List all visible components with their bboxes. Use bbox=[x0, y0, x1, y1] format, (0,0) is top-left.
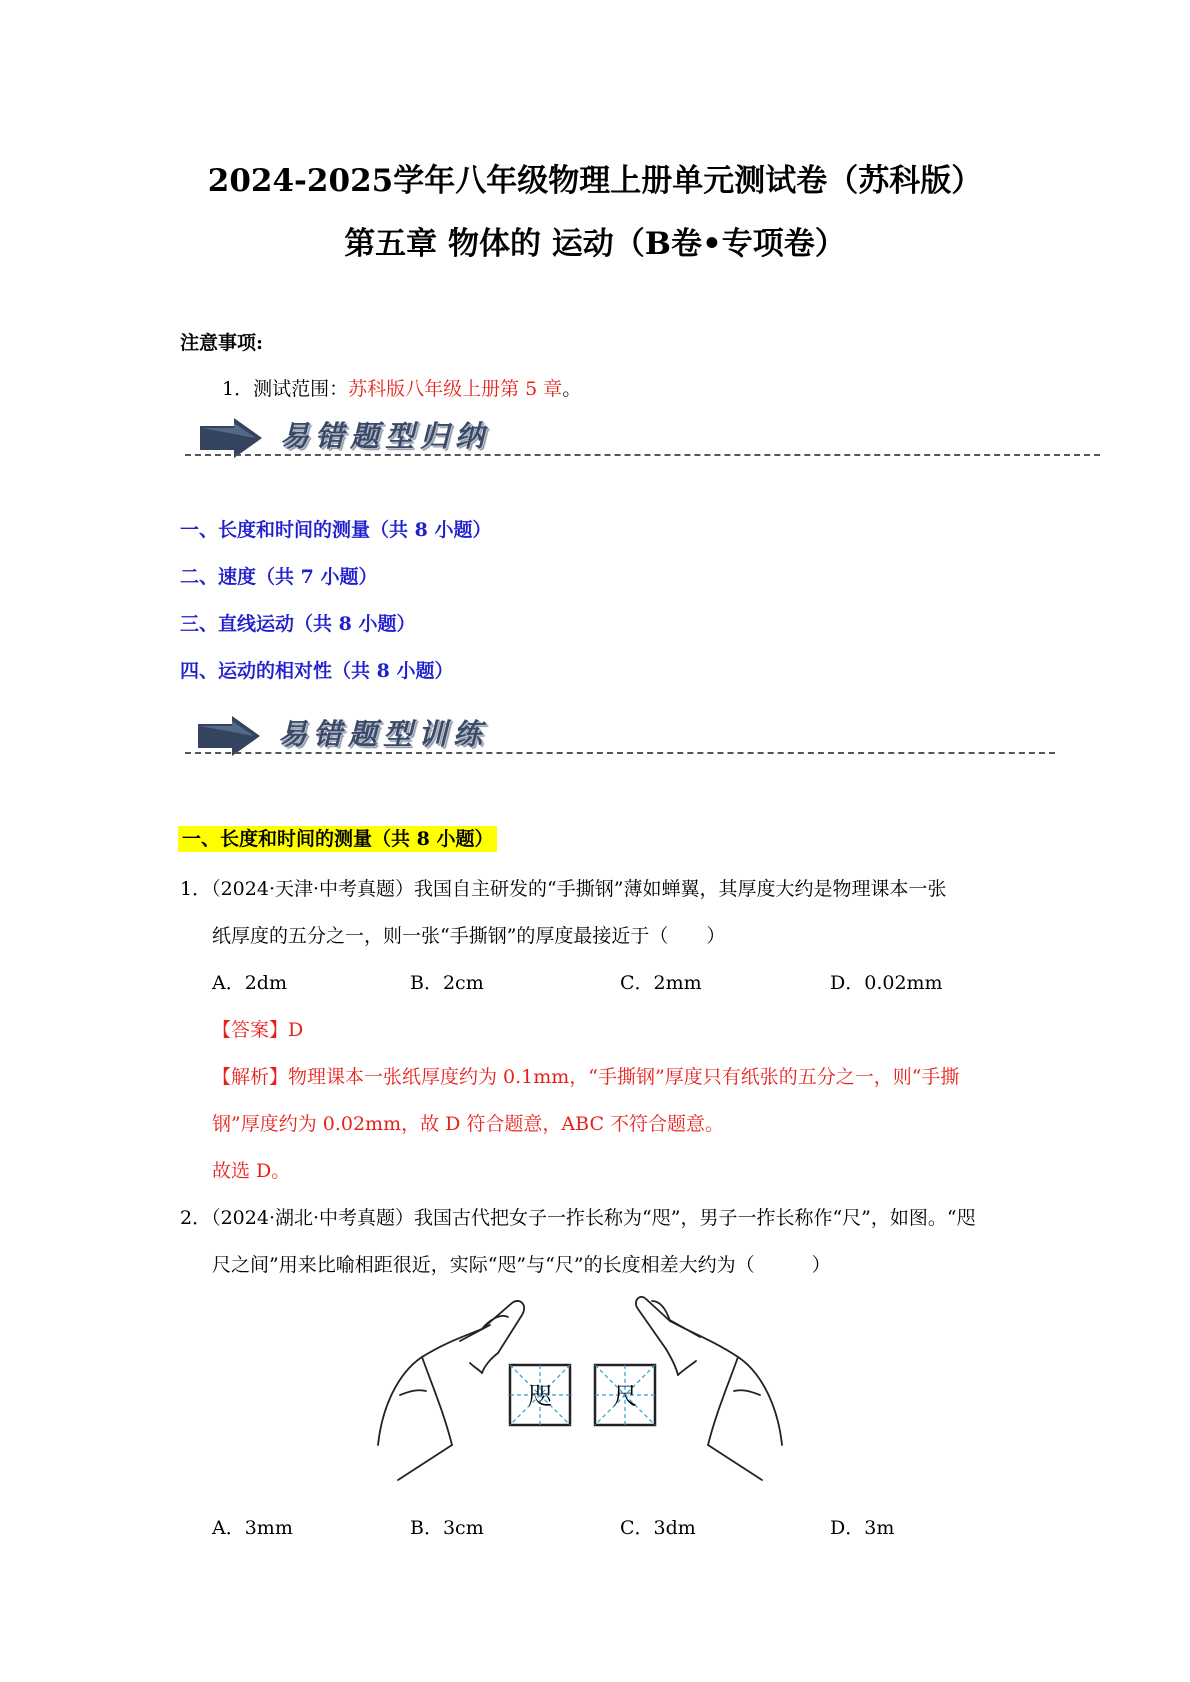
banner-summary-title: 易错题型归纳 bbox=[280, 419, 491, 453]
figure-char-chi: 尺 bbox=[613, 1382, 637, 1410]
q1-option-d: D．0.02mm bbox=[830, 972, 943, 994]
q1-option-b: B．2cm bbox=[410, 972, 484, 994]
q1-stem-line2: 纸厚度的五分之一，则一张“手撕钢”的厚度最接近于（ ） bbox=[212, 925, 726, 947]
figure-char-zhi: 咫 bbox=[528, 1382, 552, 1410]
q2-option-b: B．3cm bbox=[410, 1517, 484, 1539]
q1-analysis-line1: 【解析】物理课本一张纸厚度约为 0.1mm，“手撕钢”厚度只有纸张的五分之一，则“手撕 bbox=[212, 1066, 960, 1088]
divider bbox=[185, 454, 1100, 456]
toc-item-2[interactable]: 二、速度（共 7 小题） bbox=[180, 566, 378, 588]
notice-item-1 bbox=[222, 374, 581, 401]
section-heading bbox=[178, 824, 497, 851]
q1-option-c: C．2mm bbox=[620, 972, 702, 994]
page-subtitle: 第五章 物体的 运动（B卷•专项卷） bbox=[344, 226, 846, 262]
notice-item-suffix: 。 bbox=[562, 378, 582, 400]
notice-item-prefix: 1．测试范围： bbox=[222, 378, 349, 400]
toc-item-1[interactable]: 一、长度和时间的测量（共 8 小题） bbox=[180, 519, 492, 541]
section-heading-text: 一、长度和时间的测量（共 8 小题） bbox=[178, 826, 497, 852]
q2-option-a: A．3mm bbox=[212, 1517, 293, 1539]
divider bbox=[185, 752, 1055, 754]
arrow-icon bbox=[200, 418, 264, 458]
q2-stem-line2: 尺之间”用来比喻相距很近，实际“咫”与“尺”的长度相差大约为（ ） bbox=[212, 1254, 831, 1276]
notice-heading: 注意事项: bbox=[180, 332, 264, 354]
hands-figure bbox=[370, 1295, 790, 1485]
q1-stem-line1: 1．（2024·天津·中考真题）我国自主研发的“手撕钢”薄如蝉翼，其厚度大约是物理课本一张 bbox=[180, 878, 947, 900]
q1-option-a: A．2dm bbox=[212, 972, 287, 994]
q2-option-c: C．3dm bbox=[620, 1517, 696, 1539]
q1-analysis-line2: 钢”厚度约为 0.02mm，故 D 符合题意，ABC 不符合题意。 bbox=[212, 1113, 725, 1135]
q2-option-d: D．3m bbox=[830, 1517, 895, 1539]
q1-conclusion: 故选 D。 bbox=[212, 1160, 291, 1182]
q1-answer: 【答案】D bbox=[212, 1019, 304, 1041]
toc-item-3[interactable]: 三、直线运动（共 8 小题） bbox=[180, 613, 416, 635]
q2-stem-line1: 2．（2024·湖北·中考真题）我国古代把女子一拃长称为“咫”，男子一拃长称作“尺”，如图。“咫 bbox=[180, 1207, 976, 1229]
page-title: 2024-2025学年八年级物理上册单元测试卷（苏科版） bbox=[207, 163, 983, 199]
banner-training-title: 易错题型训练 bbox=[278, 717, 489, 751]
toc-item-4[interactable]: 四、运动的相对性（共 8 小题） bbox=[180, 660, 454, 682]
notice-item-scope: 苏科版八年级上册第 5 章 bbox=[348, 378, 563, 400]
arrow-icon bbox=[198, 716, 262, 756]
